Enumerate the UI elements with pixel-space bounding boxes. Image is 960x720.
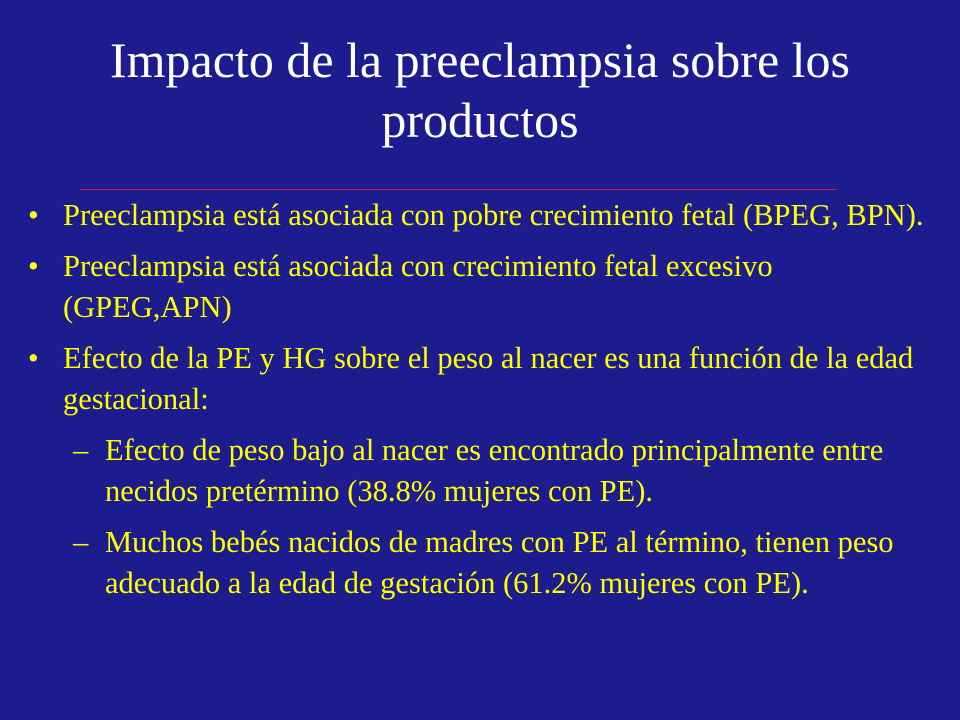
bullet-text: Efecto de la PE y HG sobre el peso al nacer es una función de la edad gestacional: <box>63 341 914 416</box>
bullet-text: Preeclampsia está asociada con pobre crecimiento fetal (BPEG, BPN). <box>63 198 924 232</box>
bullet-marker: • <box>28 249 39 283</box>
sub-bullet-text: Efecto de peso bajo al nacer es encontrado principalmente entre necidos pretérmino (38.8% mujeres con PE). <box>105 433 884 508</box>
bullet-marker: • <box>28 198 39 232</box>
slide-title: Impacto de la preeclampsia sobre los productos <box>110 32 850 148</box>
sub-bullet-item <box>28 430 948 512</box>
bullet-item <box>28 338 948 420</box>
bullet-item <box>28 195 948 236</box>
sub-bullet-item <box>28 522 948 604</box>
bullet-item <box>28 246 948 328</box>
title-divider <box>80 189 836 190</box>
sub-bullet-marker: – <box>73 433 89 467</box>
sub-bullet-text: Muchos bebés nacidos de madres con PE al término, tienen peso adecuado a la edad de gestación (61.2% mujeres con PE). <box>105 525 894 600</box>
bullet-marker: • <box>28 341 39 375</box>
bullet-text: Preeclampsia está asociada con crecimiento fetal excesivo (GPEG,APN) <box>63 249 773 324</box>
sub-bullet-marker: – <box>73 525 89 559</box>
bullet-list <box>28 195 948 614</box>
